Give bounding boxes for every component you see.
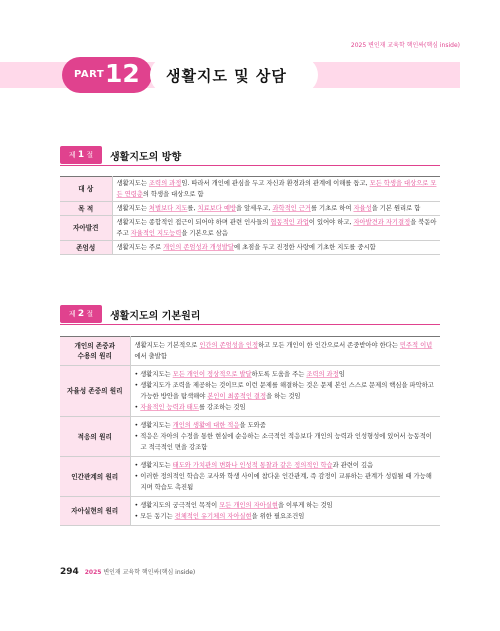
bullet-icon: •: [134, 382, 141, 389]
row-label-line: 개인의 존중과: [74, 342, 115, 350]
highlight-text: 민주적 이념: [399, 342, 433, 349]
body-text: 하도록 도움을 주는: [251, 371, 307, 378]
body-text: 에 초점을 두고 진정한 사랑에 기초한 지도를 중시함: [234, 244, 376, 251]
table-row: [60, 216, 440, 241]
table-row: [60, 417, 440, 457]
body-text: 을 이루게 하는 것임: [277, 502, 333, 509]
bullet-icon: •: [134, 513, 141, 520]
row-label-line: 인간관계의 원리: [71, 472, 119, 481]
table-row: [60, 366, 440, 417]
section-2-tag-suffix: 절: [86, 310, 94, 318]
row-content: [130, 457, 440, 497]
body-text: 생활지도는: [140, 462, 173, 469]
highlight-text: 조력의 과정: [306, 371, 339, 378]
highlight-text: 자율적인 능력과 태도: [140, 404, 199, 411]
body-text: 적응은 자아의 수정을 통한 현실에 순응하는 소극적인 적응보다 개인의 능력과 인성형성에 있어서 능동적이고 적극적인 면을 강조함: [140, 433, 432, 451]
list-item: [135, 431, 437, 453]
bullet-icon: •: [134, 371, 141, 378]
list-item: [135, 500, 437, 511]
table-row: [60, 241, 440, 255]
body-text: 생활지도는: [140, 422, 173, 429]
row-label-line: 자율성 존중의 원리: [66, 387, 123, 395]
part-label: PART: [74, 69, 105, 80]
row-label: [60, 457, 130, 497]
row-label-line: 적응의 원리: [77, 432, 112, 441]
body-text: 생활지도는 주로: [116, 244, 164, 251]
table-row: [60, 202, 440, 216]
row-label: 목 적: [60, 202, 112, 216]
section-2-heading: [60, 305, 440, 323]
row-content: [112, 216, 440, 241]
bullet-icon: •: [134, 404, 141, 411]
section-2-title: 생활지도의 기본원리: [110, 311, 201, 322]
row-label: [60, 337, 130, 366]
highlight-text: 자율적인 지도능력: [130, 230, 182, 237]
highlight-text: 모든 학생을 대상으로 모든 연령층: [116, 180, 437, 198]
body-text: 을 하는 것임: [266, 393, 301, 400]
highlight-text: 태도와 가치관의 변화나 인성적 통찰과 같은 정의적인 학습: [172, 462, 333, 469]
body-text: 생활지도의 궁극적인 목적이: [140, 502, 220, 509]
list-item: [135, 380, 437, 402]
row-content: [130, 417, 440, 457]
body-text: 생활지도는: [116, 205, 149, 212]
section-2-tag-num: 2: [77, 309, 85, 319]
row-label: [60, 417, 130, 457]
body-text: 생활지도는: [140, 371, 173, 378]
body-text: 의 학생을 대상으로 함: [142, 191, 204, 198]
section-2-divider: [60, 324, 440, 325]
row-label: [60, 497, 130, 526]
body-text: 과 관련이 깊음: [332, 462, 374, 469]
footer-year: 2025: [84, 569, 102, 576]
section-2-table: [60, 336, 440, 526]
bullet-icon: •: [134, 502, 141, 509]
table-row: [60, 457, 440, 497]
section-2-tag-prefix: 제: [68, 310, 76, 318]
highlight-text: 처벌보다 지도: [148, 205, 188, 212]
body-text: 를 기초로 하여: [310, 205, 354, 212]
body-text: 을 기본으로 삼음: [181, 230, 228, 237]
body-text: 을 도와줌: [239, 422, 266, 429]
body-text: 를 강조하는 것임: [198, 404, 246, 411]
section-1-tag-prefix: 제: [68, 151, 76, 159]
section-1-tag: [60, 146, 102, 164]
highlight-text: 협동적인 과업: [270, 219, 309, 226]
body-text: 을 위한 필요조건임: [251, 513, 305, 520]
list-item: [135, 340, 437, 362]
bullet-icon: •: [134, 473, 141, 480]
highlight-text: 전체적인 유기체의 자아실현: [174, 513, 252, 520]
highlight-text: 과학적인 근거: [272, 205, 311, 212]
page-number: 294: [60, 567, 79, 577]
bullet-icon: •: [134, 462, 141, 469]
list-item: [135, 471, 437, 493]
highlight-text: 개인의 생활에 대한 적응: [172, 422, 240, 429]
section-1-heading: [60, 146, 440, 164]
list-item: [135, 420, 437, 431]
row-content: [130, 366, 440, 417]
row-content: [112, 202, 440, 216]
body-text: 이 있어야 하고,: [308, 219, 354, 226]
highlight-text: 모든 개인이 정상적으로 발달: [172, 371, 252, 378]
row-label-line: 자아실현의 원리: [71, 507, 119, 515]
body-text: 생활지도는: [116, 180, 149, 187]
footer-book-title: 변인재 교육학 핵인싸(핵심 inside): [103, 569, 196, 576]
section-1-title: 생활지도의 방향: [110, 152, 182, 163]
highlight-text: 자아발견과 자기결정: [353, 219, 411, 226]
body-text: 에서 출발함: [134, 353, 167, 360]
part-banner: [0, 52, 500, 98]
section-1-tag-num: 1: [77, 150, 85, 160]
row-label: 존엄성: [60, 241, 112, 255]
section-1-table: [60, 176, 440, 255]
body-text: 생활지도는 종합적인 접근이 되어야 하며 관련 인사들의: [116, 219, 271, 226]
body-text: 하고 모든 개인이 한 인간으로서 존중받아야 한다는: [258, 342, 400, 349]
list-item: [135, 402, 437, 413]
body-text: 임. 따라서 개인에 관심을 두고 자신과 환경과의 관계에 이해를 돕고,: [181, 180, 370, 187]
highlight-text: 자율성: [353, 205, 372, 212]
row-label: 자아발견: [60, 216, 112, 241]
row-label-line: 수용의 원리: [77, 352, 112, 360]
highlight-text: 조력의 과정: [148, 180, 182, 187]
highlight-text: 개인의 존엄성과 개성발달: [163, 244, 235, 251]
list-item: [135, 369, 437, 380]
body-text: 생활지도가 조력을 제공하는 것이므로 이런 문제를 해결하는 것은 문제 본인 스스로 문제의 핵심을 파악하고 가능한 방안을 탐색해야: [140, 382, 434, 400]
section-2-tag: [60, 305, 102, 323]
running-header: 2025 변인재 교육학 핵인싸(핵심 inside): [350, 42, 460, 49]
body-text: 을 기본 원리로 함: [371, 205, 421, 212]
part-number: 12: [105, 59, 140, 88]
list-item: [135, 511, 437, 522]
highlight-text: 치료보다 예방: [197, 205, 237, 212]
section-1-tag-suffix: 절: [86, 151, 94, 159]
section-1-divider: [60, 165, 440, 166]
bullet-icon: •: [134, 422, 141, 429]
table-row: [60, 497, 440, 526]
row-label: [60, 366, 130, 417]
list-item: [135, 460, 437, 471]
row-content: [130, 497, 440, 526]
body-text: 를,: [187, 205, 198, 212]
highlight-text: 본인이 최종적인 결정: [207, 393, 267, 400]
bullet-icon: •: [134, 433, 141, 440]
body-text: 을 앞세우고,: [236, 205, 273, 212]
body-text: 을 북돋아주고: [116, 219, 437, 237]
highlight-text: 인간의 존엄성을 인정: [199, 342, 259, 349]
row-content: [112, 177, 440, 202]
body-text: 생활지도는 기본적으로: [134, 342, 200, 349]
table-row: [60, 177, 440, 202]
body-text: 모든 동기는: [140, 513, 175, 520]
row-label: 대 상: [60, 177, 112, 202]
page-footer: [60, 567, 195, 577]
row-content: [112, 241, 440, 255]
part-title: 생활지도 및 상담: [166, 67, 287, 85]
body-text: 이러한 정의적인 학습은 교사와 학생 사이에 참다운 인간관계, 즉 감정이 교류하는 관계가 성립될 때 가능해지며 학습도 촉진됨: [140, 473, 432, 491]
row-content: [130, 337, 440, 366]
body-text: 임: [338, 371, 345, 378]
highlight-text: 모든 개인의 자아실현: [219, 502, 278, 509]
table-row: [60, 337, 440, 366]
